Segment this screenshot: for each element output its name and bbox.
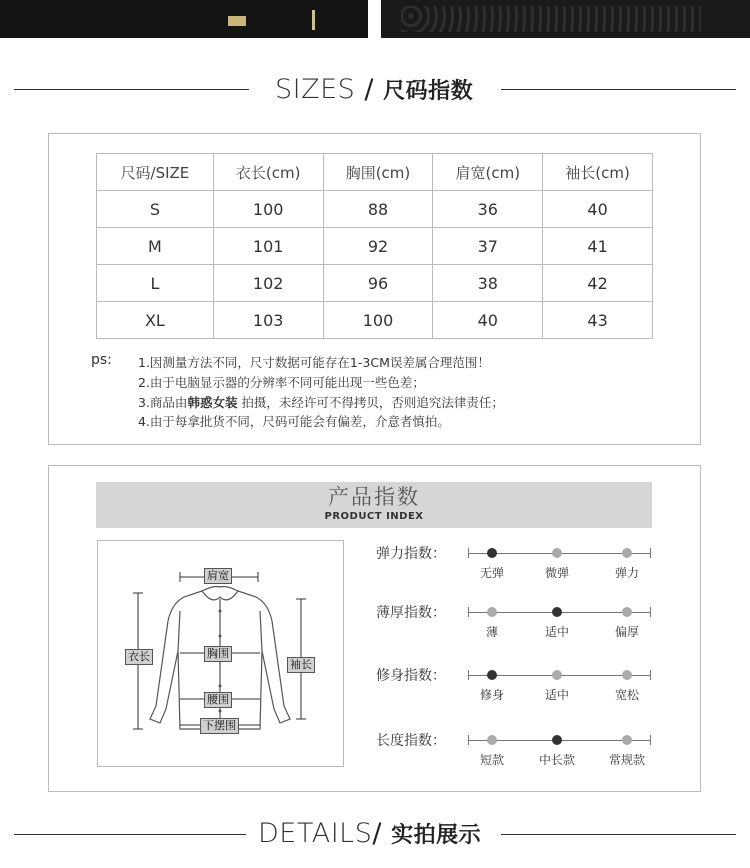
divider-left [14, 89, 249, 90]
table-cell: 88 [323, 191, 433, 228]
scale-option-label: 宽松 [614, 688, 639, 702]
index-label: 薄厚指数： [376, 605, 446, 621]
product-index-subtitle: PRODUCT INDEX [324, 511, 424, 522]
table-row [97, 265, 653, 302]
table-cell: 100 [213, 191, 323, 228]
scale-dot [622, 607, 632, 617]
top-photo-left [0, 0, 368, 38]
index-label: 修身指数： [376, 668, 446, 684]
scale-option-label: 常规款 [608, 753, 645, 767]
note-2: 2.由于电脑显示器的分辨率不同可能出现一些色差； [138, 375, 425, 390]
scale-tick [650, 548, 651, 558]
scale-option-label: 弹力 [614, 566, 639, 580]
header-cell: 袖长(cm) [543, 154, 653, 191]
label-hem: 下摆围 [200, 718, 239, 734]
details-heading: DETAILS/ 实拍展示 [258, 818, 482, 849]
scale-tick [468, 670, 469, 680]
label-shoulder: 肩宽 [204, 568, 232, 584]
scale-dot [487, 607, 497, 617]
scale-option-label: 微弹 [544, 566, 569, 580]
scale-tick [468, 607, 469, 617]
size-table [96, 153, 653, 339]
table-cell: 103 [213, 302, 323, 339]
table-cell: M [97, 228, 214, 265]
index-label: 长度指数： [376, 733, 446, 749]
table-cell: 92 [323, 228, 433, 265]
table-cell: XL [97, 302, 214, 339]
scale-option-label: 无弹 [479, 566, 504, 580]
table-cell: L [97, 265, 214, 302]
scale-option-label: 薄 [485, 625, 498, 639]
note-4: 4.由于每拿批货不同，尺码可能会有偏差，介意者慎拍。 [138, 414, 450, 429]
scale-dot [552, 670, 562, 680]
header-cell: 尺码/SIZE [97, 154, 214, 191]
label-length: 衣长 [125, 649, 153, 665]
scale-option-label: 中长款 [538, 753, 575, 767]
table-cell: 41 [543, 228, 653, 265]
scale-dot [622, 670, 632, 680]
scale-tick [468, 735, 469, 745]
scale-dot [552, 548, 562, 558]
table-cell: 101 [213, 228, 323, 265]
table-cell: 102 [213, 265, 323, 302]
table-cell: 43 [543, 302, 653, 339]
top-photo-right [381, 0, 750, 38]
scale-option-label: 适中 [544, 688, 569, 702]
table-row [97, 302, 653, 339]
scale-dot [622, 548, 632, 558]
scale-dot-selected [487, 670, 497, 680]
table-row [97, 228, 653, 265]
label-chest: 胸围 [204, 646, 232, 662]
ps-label: ps: [91, 352, 112, 368]
label-waist: 腰围 [204, 692, 232, 708]
garment-diagram [97, 540, 344, 767]
brand-name: 韩惑女装 [187, 395, 238, 410]
index-label: 弹力指数： [376, 546, 446, 562]
table-cell: 36 [433, 191, 543, 228]
note-3: 3.商品由韩惑女装 拍摄，未经许可不得拷贝，否则追究法律责任； [138, 395, 504, 410]
scale-option-label: 短款 [479, 753, 504, 767]
scale-option-label: 适中 [544, 625, 569, 639]
scale-option-label: 偏厚 [614, 625, 639, 639]
label-sleeve: 袖长 [287, 657, 315, 673]
table-row [97, 191, 653, 228]
table-cell: 37 [433, 228, 543, 265]
divider-right-details [501, 834, 736, 835]
table-cell: 38 [433, 265, 543, 302]
header-cell: 衣长(cm) [213, 154, 323, 191]
size-table-header [97, 154, 653, 191]
scale-tick [468, 548, 469, 558]
scale-tick [650, 735, 651, 745]
table-cell: 100 [323, 302, 433, 339]
scale-tick [650, 670, 651, 680]
product-index-title: 产品指数 [328, 485, 420, 509]
scale-dot-selected [552, 607, 562, 617]
table-cell: 96 [323, 265, 433, 302]
scale-option-label: 修身 [479, 688, 504, 702]
sizes-heading: SIZES / 尺码指数 [275, 74, 474, 105]
product-index-banner [96, 482, 652, 528]
scale-dot-selected [487, 548, 497, 558]
note-1: 1.因测量方法不同，尺寸数据可能存在1-3CM误差属合理范围！ [138, 355, 490, 370]
divider-left-details [14, 834, 246, 835]
divider-right [501, 89, 736, 90]
table-cell: 42 [543, 265, 653, 302]
header-cell: 肩宽(cm) [433, 154, 543, 191]
table-cell: 40 [543, 191, 653, 228]
scale-tick [650, 607, 651, 617]
table-cell: S [97, 191, 214, 228]
header-cell: 胸围(cm) [323, 154, 433, 191]
scale-dot [622, 735, 632, 745]
scale-dot-selected [552, 735, 562, 745]
scale-dot [487, 735, 497, 745]
table-cell: 40 [433, 302, 543, 339]
